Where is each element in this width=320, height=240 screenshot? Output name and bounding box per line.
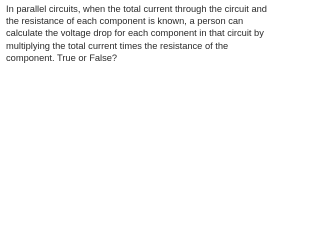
question-card [0,0,267,69]
question-line-1: In parallel circuits, when the total current through the circuit and [6,4,267,14]
question-line-5: component. True or False? [6,52,118,63]
question-line-2: the resistance of each component is known, a person can [6,16,244,27]
question-text [6,3,267,64]
question-line-4: multiplying the total current times the resistance of the [6,40,229,51]
question-line-3: calculate the voltage drop for each component in that circuit by [6,28,264,39]
